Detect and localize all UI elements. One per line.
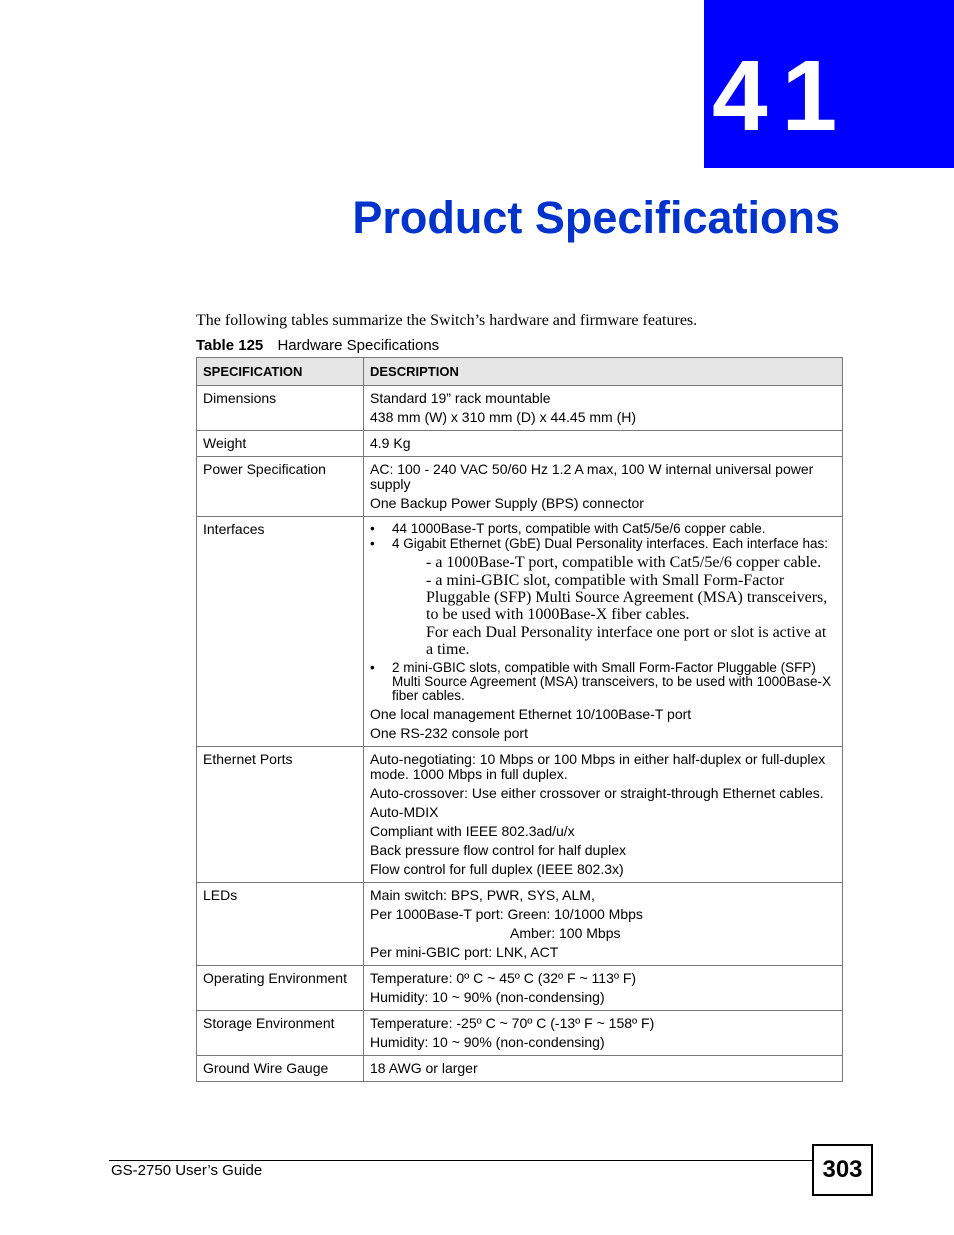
table-row bbox=[197, 1011, 843, 1056]
intro-paragraph: The following tables summarize the Switch’s hardware and firmware features. bbox=[196, 312, 698, 329]
sub-line: For each Dual Personality interface one port or slot is active at a time. bbox=[426, 624, 827, 658]
interfaces-list bbox=[370, 522, 836, 551]
spec-label: Ground Wire Gauge bbox=[197, 1056, 364, 1082]
desc-line: 4.9 Kg bbox=[370, 435, 411, 451]
table-caption-title: Hardware Specifications bbox=[277, 337, 440, 354]
desc-line: Auto-MDIX bbox=[370, 804, 439, 820]
spec-label: Power Specification bbox=[197, 457, 364, 517]
spec-label: Storage Environment bbox=[197, 1011, 364, 1056]
hardware-spec-table bbox=[196, 357, 843, 1082]
chapter-number: 41 bbox=[712, 40, 852, 152]
header-specification: SPECIFICATION bbox=[197, 358, 364, 386]
table-row bbox=[197, 457, 843, 517]
page-number: 303 bbox=[812, 1144, 873, 1196]
desc-line: Amber: 100 Mbps bbox=[510, 925, 621, 941]
desc-line: Main switch: BPS, PWR, SYS, ALM, bbox=[370, 887, 595, 903]
desc-line: Humidity: 10 ~ 90% (non-condensing) bbox=[370, 1034, 605, 1050]
spec-description bbox=[364, 1011, 843, 1056]
desc-line: AC: 100 - 240 VAC 50/60 Hz 1.2 A max, 100 W internal universal power supply bbox=[370, 461, 814, 492]
table-row bbox=[197, 747, 843, 883]
table-row bbox=[197, 431, 843, 457]
desc-line: One local management Ethernet 10/100Base-T port bbox=[370, 706, 692, 722]
desc-line: Per 1000Base-T port: Green: 10/1000 Mbps bbox=[370, 906, 643, 922]
table-row bbox=[197, 517, 843, 747]
header-description: DESCRIPTION bbox=[364, 358, 843, 386]
page-title: Product Specifications bbox=[352, 192, 840, 243]
table-caption bbox=[196, 337, 439, 355]
spec-description bbox=[364, 966, 843, 1011]
spec-description bbox=[364, 747, 843, 883]
spec-label: Weight bbox=[197, 431, 364, 457]
desc-line: Compliant with IEEE 802.3ad/u/x bbox=[370, 823, 575, 839]
table-row bbox=[197, 966, 843, 1011]
spec-label: LEDs bbox=[197, 883, 364, 966]
interfaces-list bbox=[370, 661, 836, 703]
spec-label: Interfaces bbox=[197, 517, 364, 747]
table-row bbox=[197, 883, 843, 966]
spec-description bbox=[364, 517, 843, 747]
sub-line: - a mini-GBIC slot, compatible with Small Form-Factor Pluggable (SFP) Multi Source Agreement (MSA) transceivers, to be used with 1000Base-X fiber cables. bbox=[426, 572, 828, 623]
sub-line: - a 1000Base-T port, compatible with Cat5/5e/6 copper cable. bbox=[426, 554, 822, 571]
desc-line: Temperature: -25º C ~ 70º C (-13º F ~ 158º F) bbox=[370, 1015, 655, 1031]
desc-line: Humidity: 10 ~ 90% (non-condensing) bbox=[370, 989, 605, 1005]
footer-divider bbox=[109, 1160, 812, 1161]
spec-description bbox=[364, 457, 843, 517]
desc-line: Per mini-GBIC port: LNK, ACT bbox=[370, 944, 559, 960]
desc-line: One Backup Power Supply (BPS) connector bbox=[370, 495, 644, 511]
spec-label: Ethernet Ports bbox=[197, 747, 364, 883]
footer-guide-title: GS-2750 User’s Guide bbox=[111, 1162, 263, 1179]
table-row bbox=[197, 386, 843, 431]
desc-line: Auto-negotiating: 10 Mbps or 100 Mbps in either half-duplex or full-duplex mode. 1000 Mbps in full duplex. bbox=[370, 751, 826, 782]
list-item: • 2 mini-GBIC slots, compatible with Small Form-Factor Pluggable (SFP) Multi Source Agreement (MSA) transceivers, to be used with 1000Base-X fiber cables. bbox=[370, 661, 836, 703]
table-header-row bbox=[197, 358, 843, 386]
table-caption-number: Table 125 bbox=[196, 337, 264, 354]
list-item: • 44 1000Base-T ports, compatible with Cat5/5e/6 copper cable. bbox=[370, 522, 836, 536]
spec-label: Dimensions bbox=[197, 386, 364, 431]
desc-line: 438 mm (W) x 310 mm (D) x 44.45 mm (H) bbox=[370, 409, 637, 425]
spec-description bbox=[364, 431, 843, 457]
spec-description bbox=[364, 1056, 843, 1082]
list-item: • 4 Gigabit Ethernet (GbE) Dual Personality interfaces. Each interface has: bbox=[370, 537, 836, 551]
desc-line: Auto-crossover: Use either crossover or straight-through Ethernet cables. bbox=[370, 785, 824, 801]
spec-label: Operating Environment bbox=[197, 966, 364, 1011]
spec-description bbox=[364, 386, 843, 431]
spec-description bbox=[364, 883, 843, 966]
desc-line: Back pressure flow control for half duplex bbox=[370, 842, 627, 858]
dual-personality-details bbox=[426, 554, 836, 658]
desc-line: Flow control for full duplex (IEEE 802.3x) bbox=[370, 861, 624, 877]
desc-line: 18 AWG or larger bbox=[370, 1060, 478, 1076]
desc-line: Temperature: 0º C ~ 45º C (32º F ~ 113º F) bbox=[370, 970, 637, 986]
desc-line: One RS-232 console port bbox=[370, 725, 528, 741]
table-row bbox=[197, 1056, 843, 1082]
desc-line: Standard 19” rack mountable bbox=[370, 390, 551, 406]
